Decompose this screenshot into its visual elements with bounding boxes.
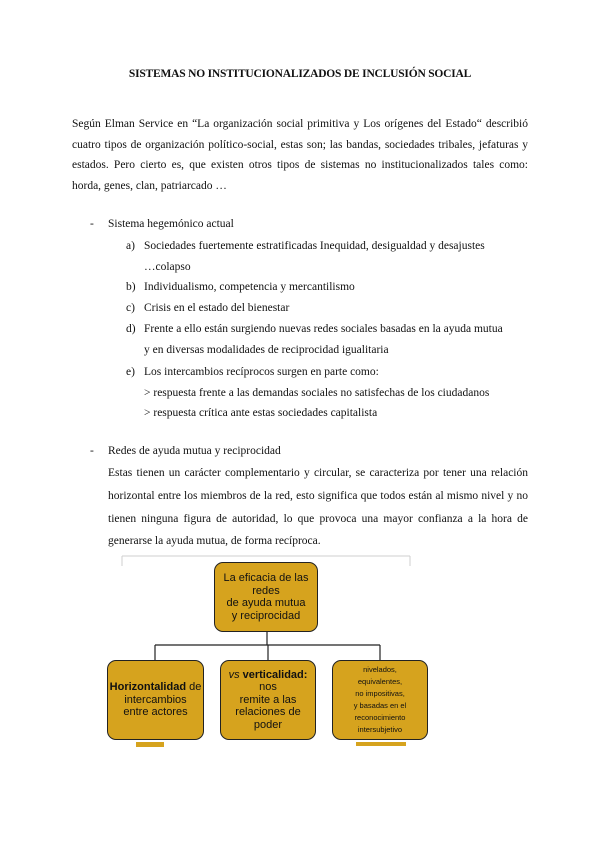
list-item <box>126 319 528 360</box>
list-item-text: Sociedades fuertemente estratificadas Inequidad, desigualdad y desajustes <box>144 240 485 252</box>
section-paragraph: Estas tienen un carácter complementario y circular, se caracteriza por tener una relación horizontal entre los miembros de la red, esto significa que todos están al mismo nivel y no tienen ninguna figura de autoridad, lo que provoca una mayor confianza a la hora de generarse la ayuda mutua, de forma recíproca. <box>108 467 528 548</box>
diagram-box-horizontality <box>107 660 204 740</box>
box-text: reconocimiento <box>354 713 406 722</box>
box-text: de ayuda mutua <box>226 597 306 609</box>
list-item <box>126 362 528 383</box>
box-text-bold: verticalidad: <box>239 668 308 681</box>
list-item-text: Los intercambios recíprocos surgen en parte como: <box>144 366 379 378</box>
list-item <box>126 236 528 277</box>
box-text: y reciprocidad <box>231 609 301 622</box>
box-text-line <box>221 669 315 682</box>
box-text: intercambios <box>124 693 187 706</box>
box-text: equivalentes, <box>357 677 403 686</box>
box-text-line <box>108 681 203 694</box>
list-item-text: Frente a ello están surgiendo nuevas redes sociales basadas en la ayuda mutua <box>144 323 503 335</box>
list-item <box>126 298 528 319</box>
list-letter: d) <box>126 323 136 335</box>
box-text: y basadas en el <box>353 701 407 710</box>
list-letter: b) <box>126 281 136 293</box>
sub-item: > respuesta frente a las demandas sociales no satisfechas de los ciudadanos <box>144 387 490 399</box>
diagram-cutoff-shape <box>356 742 406 746</box>
section-title: Redes de ayuda mutua y reciprocidad <box>108 445 281 457</box>
box-text-italic: vs <box>228 668 240 681</box>
box-text: intersubjetivo <box>357 725 403 734</box>
list-letter: a) <box>126 240 135 252</box>
section-title: Sistema hegemónico actual <box>108 218 234 230</box>
box-text: no impositivas, <box>355 689 405 698</box>
diagram-box-verticality <box>220 660 316 740</box>
list-letter: e) <box>126 366 135 378</box>
box-text: remite a las <box>239 693 297 706</box>
list-item-continuation: …colapso <box>144 260 191 273</box>
box-text: relaciones de poder <box>235 706 301 731</box>
page-title: SISTEMAS NO INSTITUCIONALIZADOS DE INCLUSIÓN SOCIAL <box>128 68 472 80</box>
section-dash: - <box>90 218 94 230</box>
list-item-text: Individualismo, competencia y mercantilismo <box>144 281 355 293</box>
intro-paragraph: Según Elman Service en “La organización social primitiva y Los orígenes del Estado“ describió cuatro tipos de organización político-social, estas son; las bandas, sociedades tribales, jefaturas y estados. Pero cierto es, que existen otros tipos de sistemas no institucionalizados tales como: horda, genes, clan, patriarcado … <box>72 118 528 192</box>
box-text: de <box>186 681 202 694</box>
box-text: redes <box>252 584 280 597</box>
box-text: nos <box>259 681 277 694</box>
section-dash: - <box>90 445 94 457</box>
list-item <box>126 277 528 298</box>
box-text: nivelados, <box>363 665 397 674</box>
sub-item: > respuesta crítica ante estas sociedades capitalista <box>144 407 378 419</box>
diagram-cutoff-shape <box>136 742 164 747</box>
list-letter: c) <box>126 302 135 314</box>
box-text: entre actores <box>123 706 188 719</box>
box-text-bold: Horizontalidad <box>109 681 187 694</box>
box-text: La eficacia de las <box>223 572 309 584</box>
list-item-text: Crisis en el estado del bienestar <box>144 302 290 314</box>
diagram-box-leveled <box>332 660 428 740</box>
diagram-box-efficacy <box>214 562 318 632</box>
list-item-continuation: y en diversas modalidades de reciprocidad igualitaria <box>144 343 389 356</box>
